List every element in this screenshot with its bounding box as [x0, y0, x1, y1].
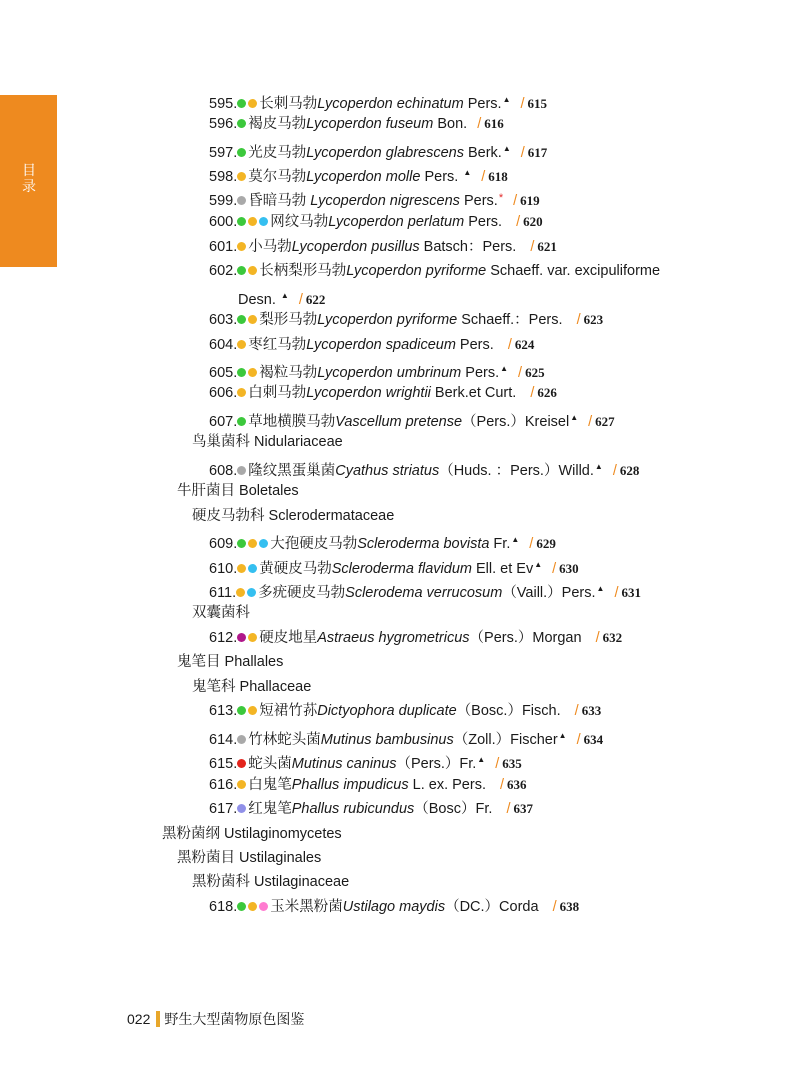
green-dot-icon	[237, 266, 246, 275]
scientific-name: Lycoperdon echinatum	[317, 96, 464, 112]
page-slash: /	[530, 385, 535, 402]
yellow-dot-icon	[237, 388, 246, 397]
scientific-name: Lycoperdon pyriforme	[346, 263, 487, 280]
author-citation: Batsch：Pers.	[419, 238, 521, 255]
page-slash: /	[518, 364, 523, 381]
scientific-name: Lycoperdon fuseum	[306, 116, 434, 133]
page-slash: /	[516, 214, 521, 231]
toc-entry[interactable]	[209, 628, 622, 648]
page-slash: /	[612, 462, 617, 479]
yellow-dot-icon	[237, 340, 246, 349]
triangle-mark-icon: ▲	[502, 143, 511, 153]
page-number[interactable]: 626	[537, 385, 557, 401]
author-citation: （Zoll.）Fischer	[453, 731, 558, 748]
page-number[interactable]: 637	[513, 801, 533, 817]
triangle-mark-icon: ▲	[477, 755, 486, 765]
toc-entry[interactable]	[209, 530, 556, 553]
page-slash: /	[500, 776, 505, 793]
page-slash: /	[298, 291, 303, 308]
toc-entry[interactable]	[209, 188, 540, 208]
entry-number: 607.	[209, 413, 238, 430]
author-citation: （Bosc）Fr.	[414, 801, 497, 818]
page-number[interactable]: 620	[523, 214, 543, 230]
toc-entry[interactable]	[209, 457, 639, 477]
taxon-heading-order[interactable]: 牛肝菌目 Boletales	[177, 483, 299, 500]
taxon-heading-family[interactable]: 双囊菌科	[192, 605, 250, 622]
triangle-mark-icon: ▲	[511, 535, 520, 545]
entry-number: 595.	[209, 96, 238, 112]
page-number[interactable]: 630	[559, 560, 579, 576]
page-number[interactable]: 631	[621, 585, 641, 600]
taxon-heading-family[interactable]: 黑粉菌科 Ustilaginaceae	[192, 874, 350, 891]
yellow-dot-icon	[248, 633, 257, 642]
cyan-dot-icon	[259, 217, 268, 226]
scientific-name: Scleroderma bovista	[357, 536, 490, 553]
scientific-name: Ustilago maydis	[342, 898, 446, 915]
footer-divider	[156, 1011, 160, 1027]
scientific-name: Lycoperdon pusillus	[291, 238, 420, 255]
triangle-mark-icon: ▲	[463, 168, 472, 178]
page-number[interactable]: 635	[502, 756, 522, 772]
pink-dot-icon	[259, 902, 268, 911]
toc-entry[interactable]	[209, 897, 579, 917]
taxon-heading-order[interactable]: 鬼笔目 Phallales	[177, 654, 284, 671]
yellow-dot-icon	[248, 902, 257, 911]
cyan-dot-icon	[247, 588, 256, 597]
chinese-name: 枣红马勃	[248, 336, 307, 353]
yellow-dot-icon	[248, 706, 257, 715]
page-slash: /	[520, 144, 525, 161]
scientific-name: Lycoperdon umbrinum	[317, 364, 462, 381]
author-citation: （Vaill.）Pers.	[502, 585, 596, 601]
page-number[interactable]: 615	[527, 96, 548, 111]
page-slash: /	[507, 336, 512, 353]
entry-number: 611.	[209, 585, 237, 601]
taxon-heading-class[interactable]: 黑粉菌纲 Ustilaginomycetes	[162, 825, 342, 842]
page-slash: /	[506, 801, 511, 818]
yellow-dot-icon	[248, 99, 257, 108]
entry-number: 618.	[209, 898, 238, 915]
toc-entry[interactable]	[238, 286, 325, 306]
scientific-name: Lycoperdon perlatum	[328, 214, 465, 231]
chinese-name: 白刺马勃	[248, 385, 307, 402]
asterisk-mark-icon: *	[498, 191, 504, 204]
entry-number: 605.	[209, 364, 238, 381]
chinese-name: 短裙竹荪	[259, 703, 318, 720]
entry-number: 596.	[209, 116, 238, 133]
yellow-dot-icon	[237, 242, 246, 251]
toc-entry[interactable]	[209, 408, 615, 428]
entry-number: 599.	[209, 192, 238, 209]
gray-dot-icon	[237, 466, 246, 475]
author-citation: Pers.	[455, 336, 498, 353]
yellow-dot-icon	[248, 539, 257, 548]
chinese-name: 蛇头菌	[248, 756, 292, 773]
page-number[interactable]: 629	[536, 536, 556, 552]
author-citation: Berk.et Curt.	[430, 385, 521, 402]
scientific-name: Mutinus bambusinus	[320, 731, 454, 748]
gray-dot-icon	[237, 196, 246, 205]
taxon-heading-order[interactable]: 黑粉菌目 Ustilaginales	[177, 849, 322, 866]
triangle-mark-icon: ▲	[558, 730, 567, 740]
toc-entry[interactable]	[209, 139, 547, 159]
page-number[interactable]: 622	[305, 291, 326, 307]
green-dot-icon	[237, 417, 246, 426]
cyan-dot-icon	[259, 539, 268, 548]
author-citation: Pers.	[459, 192, 498, 209]
red-dot-icon	[237, 759, 246, 768]
chinese-name: 玉米黑粉菌	[270, 898, 343, 915]
page-number[interactable]: 625	[525, 364, 545, 380]
page-slash: /	[477, 116, 482, 133]
yellow-dot-icon	[248, 368, 257, 377]
scientific-name: Mutinus caninus	[291, 756, 397, 773]
chinese-name: 长柄梨形马勃	[259, 263, 347, 280]
chinese-name: 莫尔马勃	[248, 169, 307, 186]
chinese-name: 褐皮马勃	[248, 116, 307, 133]
green-dot-icon	[237, 368, 246, 377]
chinese-name: 黄硬皮马勃	[259, 560, 332, 577]
scientific-name: Lycoperdon pyriforme	[317, 312, 458, 329]
yellow-dot-icon	[237, 780, 246, 789]
toc-entry[interactable]	[209, 750, 522, 773]
page-number[interactable]: 617	[527, 144, 548, 160]
chinese-name: 隆纹黑蛋巢菌	[248, 462, 336, 479]
green-dot-icon	[237, 539, 246, 548]
toc-entry[interactable]	[209, 310, 603, 330]
green-dot-icon	[237, 217, 246, 226]
page-slash: /	[552, 898, 557, 915]
page-footer	[127, 1010, 304, 1028]
entry-number: 609.	[209, 536, 238, 553]
cyan-dot-icon	[248, 564, 257, 573]
toc-entry[interactable]	[209, 212, 543, 232]
page-number[interactable]: 618	[488, 169, 508, 185]
scientific-name: Lycoperdon glabrescens	[306, 144, 464, 161]
toc-entry[interactable]	[209, 555, 579, 575]
page-number[interactable]: 634	[583, 731, 604, 747]
triangle-mark-icon: ▲	[570, 412, 579, 422]
toc-entry[interactable]	[209, 726, 603, 746]
footer-page-number: 022	[127, 1011, 151, 1027]
toc-entry[interactable]	[209, 261, 660, 281]
yellow-dot-icon	[248, 315, 257, 324]
author-citation: （Huds. ：Pers.）Willd.	[439, 462, 594, 479]
purple-dot-icon	[237, 633, 246, 642]
scientific-name: Lycoperdon spadiceum	[306, 336, 456, 353]
violet-dot-icon	[237, 804, 246, 813]
scientific-name: Lycoperdon nigrescens	[310, 192, 460, 209]
entry-number: 601.	[209, 238, 238, 255]
page-number[interactable]: 619	[520, 192, 540, 208]
chinese-name: 红鬼笔	[248, 801, 292, 818]
scientific-name: Astraeus hygrometricus	[317, 629, 470, 646]
gray-dot-icon	[237, 735, 246, 744]
entry-number: 603.	[209, 312, 238, 329]
chinese-name: 褐粒马勃	[259, 364, 318, 381]
yellow-dot-icon	[237, 172, 246, 181]
page-slash: /	[530, 238, 535, 255]
scientific-name: Lycoperdon wrightii	[306, 385, 431, 402]
green-dot-icon	[237, 119, 246, 128]
chinese-name: 竹林蛇头菌	[248, 731, 321, 748]
green-dot-icon	[237, 706, 246, 715]
author-citation: （Pers.）Fr.	[396, 756, 477, 773]
author-citation: （Pers.）Morgan	[469, 629, 586, 646]
triangle-mark-icon: ▲	[500, 363, 509, 373]
entry-number: 614.	[209, 731, 238, 748]
green-dot-icon	[237, 315, 246, 324]
entry-number: 617.	[209, 801, 238, 818]
author-citation: Pers.	[420, 169, 463, 186]
page-slash: /	[574, 703, 579, 720]
scientific-name: Vascellum pretense	[335, 413, 463, 430]
toc-entry[interactable]	[209, 114, 504, 134]
scientific-name: Sclerodema verrucosum	[345, 585, 503, 601]
chinese-name: 昏暗马勃	[248, 192, 311, 209]
toc-entry[interactable]	[209, 163, 508, 186]
entry-number: 608.	[209, 462, 238, 479]
scientific-name: Dictyophora duplicate	[317, 703, 457, 720]
chinese-name: 光皮马勃	[248, 144, 307, 161]
author-citation: Desn.	[238, 291, 280, 308]
page-slash: /	[614, 585, 619, 601]
taxon-heading-family[interactable]: 硬皮马勃科 Sclerodermataceae	[192, 507, 395, 524]
triangle-mark-icon: ▲	[534, 559, 543, 569]
page-number[interactable]: 636	[507, 776, 527, 792]
yellow-dot-icon	[236, 588, 245, 597]
author-citation: Schaeff.：Pers.	[457, 312, 567, 329]
green-dot-icon	[237, 902, 246, 911]
toc-entry[interactable]	[209, 701, 601, 721]
chinese-name: 大孢硬皮马勃	[270, 536, 358, 553]
author-citation: （Pers.）Kreisel	[462, 413, 570, 430]
entry-number: 600.	[209, 214, 238, 231]
author-citation: Pers.	[461, 364, 500, 381]
author-citation: Pers.	[463, 96, 502, 112]
toc-entry[interactable]	[209, 237, 557, 257]
entry-number: 613.	[209, 703, 238, 720]
scientific-name: Phallus rubicundus	[291, 801, 415, 818]
page-slash: /	[576, 731, 581, 748]
toc-entry[interactable]	[209, 335, 534, 355]
author-citation: Bon.	[433, 116, 468, 133]
page-number[interactable]: 623	[583, 312, 604, 328]
toc-entry[interactable]	[209, 359, 545, 379]
page-slash: /	[520, 96, 525, 112]
page-slash: /	[529, 536, 534, 553]
page-slash: /	[588, 413, 593, 430]
chinese-name: 梨形马勃	[259, 312, 318, 329]
page-number[interactable]: 628	[619, 462, 640, 478]
chinese-name: 硬皮地星	[259, 629, 318, 646]
page-number[interactable]: 632	[602, 629, 623, 645]
entry-number: 612.	[209, 629, 238, 646]
entry-number: 606.	[209, 385, 238, 402]
chinese-name: 草地横膜马勃	[248, 413, 336, 430]
scientific-name: Lycoperdon molle	[306, 169, 421, 186]
triangle-mark-icon: ▲	[502, 95, 511, 104]
triangle-mark-icon: ▲	[594, 461, 603, 471]
chinese-name: 多疣硬皮马勃	[258, 585, 346, 601]
side-tab-label: 目录	[22, 163, 36, 195]
entry-number: 604.	[209, 336, 238, 353]
page-number[interactable]: 616	[484, 116, 504, 132]
yellow-dot-icon	[248, 217, 257, 226]
page-slash: /	[495, 756, 500, 773]
yellow-dot-icon	[237, 564, 246, 573]
page-slash: /	[481, 169, 486, 186]
page-slash: /	[576, 312, 581, 329]
author-citation: Schaeff. var. excipuliforme	[486, 263, 661, 280]
toc-entry[interactable]	[209, 579, 641, 599]
author-citation: Fr.	[489, 536, 511, 553]
triangle-mark-icon: ▲	[596, 584, 605, 593]
entry-number: 616.	[209, 776, 238, 793]
page-number[interactable]: 621	[537, 238, 557, 254]
green-dot-icon	[237, 148, 246, 157]
chinese-name: 网纹马勃	[270, 214, 329, 231]
chinese-name: 小马勃	[248, 238, 292, 255]
author-citation: L. ex. Pers.	[408, 776, 491, 793]
chinese-name: 白鬼笔	[248, 776, 292, 793]
author-citation: （DC.）Corda	[445, 898, 543, 915]
chinese-name: 长刺马勃	[259, 96, 318, 112]
entry-number: 602.	[209, 263, 238, 280]
entry-number: 615.	[209, 756, 238, 773]
page-slash: /	[552, 560, 557, 577]
taxon-heading-family[interactable]: 鬼笔科 Phallaceae	[192, 678, 312, 695]
entry-number: 598.	[209, 169, 238, 186]
page-slash: /	[595, 629, 600, 646]
scientific-name: Cyathus striatus	[335, 462, 440, 479]
triangle-mark-icon: ▲	[280, 290, 289, 300]
page-number[interactable]: 638	[559, 898, 580, 914]
page-number[interactable]: 627	[595, 413, 615, 429]
yellow-dot-icon	[248, 266, 257, 275]
taxon-heading-family[interactable]: 鸟巢菌科 Nidulariaceae	[192, 434, 343, 451]
page-number[interactable]: 633	[581, 703, 602, 719]
toc-entry[interactable]	[209, 775, 527, 795]
entry-number: 597.	[209, 144, 238, 161]
green-dot-icon	[237, 99, 246, 108]
page-number[interactable]: 624	[514, 336, 535, 352]
author-citation: Berk.	[463, 144, 502, 161]
entry-number: 610.	[209, 560, 238, 577]
scientific-name: Scleroderma flavidum	[331, 560, 472, 577]
author-citation: （Bosc.）Fisch.	[456, 703, 565, 720]
toc-entry[interactable]	[209, 383, 557, 403]
page-slash: /	[513, 192, 518, 209]
author-citation: Pers.	[464, 214, 507, 231]
toc-entry[interactable]	[209, 799, 533, 819]
footer-book-title: 野生大型菌物原色图鉴	[164, 1011, 305, 1027]
scientific-name: Phallus impudicus	[291, 776, 409, 793]
author-citation: Ell. et Ev	[471, 560, 534, 577]
toc-entry[interactable]	[209, 90, 547, 110]
